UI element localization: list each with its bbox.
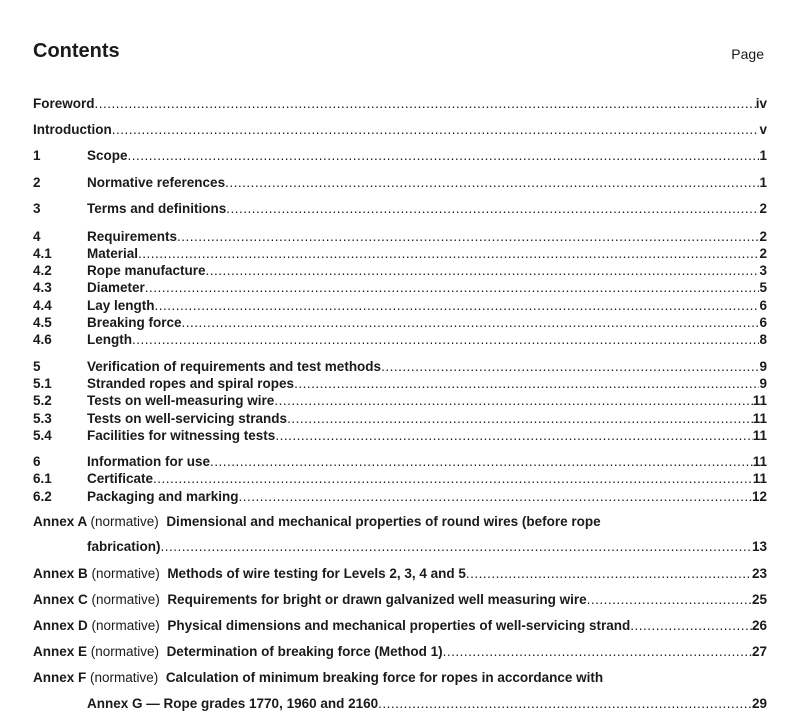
toc-entry-scope[interactable] (33, 147, 767, 164)
annex-type: (normative) (91, 618, 160, 633)
toc-entry-diameter[interactable] (33, 279, 767, 296)
toc-entry-page: 2 (759, 229, 767, 244)
toc-entry-text: Lay length (87, 298, 155, 313)
leader-dots (155, 297, 760, 314)
annex-title: Physical dimensions and mechanical properties of well-servicing strand (167, 618, 631, 633)
annex-label: Annex C (33, 592, 88, 607)
toc-entry-page: 5 (759, 280, 767, 295)
toc-entry-terms[interactable] (33, 200, 767, 217)
annex-label: Annex F (33, 670, 87, 685)
toc-entry-text: Tests on well-servicing strands (87, 411, 288, 426)
annex-title-continuation: fabrication) (87, 539, 161, 554)
toc-entry-text: Certificate (87, 471, 154, 486)
toc-entry-number: 4.1 (33, 246, 52, 261)
annex-label: Annex E (33, 644, 88, 659)
annex-label: Annex B (33, 566, 88, 581)
toc-entry-length[interactable] (33, 331, 767, 348)
toc-annex-c[interactable] (33, 591, 767, 608)
leader-dots (225, 174, 759, 191)
leader-dots (210, 453, 753, 470)
toc-annex-a[interactable] (33, 513, 601, 530)
toc-entry-number: 1 (33, 148, 41, 163)
toc-entry-page: 9 (759, 359, 767, 374)
toc-entry-text: Normative references (87, 175, 226, 190)
toc-entry-page: 29 (751, 696, 767, 711)
toc-entry-normative-references[interactable] (33, 174, 767, 191)
leader-dots (112, 121, 760, 138)
leader-dots (206, 262, 760, 279)
leader-dots (587, 591, 752, 608)
leader-dots (381, 358, 759, 375)
annex-label: Annex D (33, 618, 88, 633)
toc-entry-page: 25 (751, 592, 767, 607)
annex-title: Requirements for bright or drawn galvanized well measuring wire (167, 592, 587, 607)
toc-annex-d[interactable] (33, 617, 767, 634)
toc-entry-page: 12 (751, 489, 767, 504)
toc-entry-page: 9 (759, 376, 767, 391)
annex-type: (normative) (90, 670, 159, 685)
toc-entry-number: 5.3 (33, 411, 52, 426)
toc-annex-a-continuation[interactable] (87, 538, 767, 555)
toc-entry-text: Introduction (33, 122, 112, 137)
leader-dots (466, 565, 752, 582)
toc-entry-text: Material (87, 246, 139, 261)
toc-entry-text: Information for use (87, 454, 211, 469)
toc-entry-stranded-ropes[interactable] (33, 375, 767, 392)
toc-entry-page: v (759, 122, 767, 137)
page-title: Contents (33, 40, 120, 62)
toc-entry-number: 5 (33, 359, 41, 374)
toc-entry-page: 8 (759, 332, 767, 347)
toc-entry-number: 6 (33, 454, 41, 469)
toc-annex-e[interactable] (33, 643, 767, 660)
leader-dots (145, 279, 760, 296)
toc-entry-page: 1 (759, 148, 767, 163)
toc-entry-page: 13 (751, 539, 767, 554)
annex-title: Calculation of minimum breaking force for ropes in accordance with (165, 670, 604, 685)
toc-entry-well-servicing-strands[interactable] (33, 410, 767, 427)
toc-entry-number: 4.3 (33, 280, 52, 295)
toc-entry-number: 4.4 (33, 298, 52, 313)
toc-entry-lay-length[interactable] (33, 297, 767, 314)
toc-entry-number: 4.5 (33, 315, 52, 330)
toc-entry-number: 4 (33, 229, 41, 244)
toc-entry-number: 4.6 (33, 332, 52, 347)
toc-entry-number: 6.1 (33, 471, 52, 486)
toc-entry-rope-manufacture[interactable] (33, 262, 767, 279)
toc-entry-witnessing-tests[interactable] (33, 427, 767, 444)
leader-dots (161, 538, 752, 555)
toc-entry-text: Verification of requirements and test methods (87, 359, 382, 374)
toc-entry-page: 23 (751, 566, 767, 581)
toc-entry-introduction[interactable] (33, 121, 767, 138)
leader-dots (95, 95, 756, 112)
toc-entry-well-measuring-wire[interactable] (33, 392, 767, 409)
leader-dots (226, 200, 759, 217)
leader-dots (177, 228, 759, 245)
toc-annex-f-continuation[interactable] (87, 695, 767, 712)
annex-title-continuation: Annex G — Rope grades 1770, 1960 and 2160 (87, 696, 379, 711)
leader-dots (128, 147, 760, 164)
leader-dots (294, 375, 759, 392)
toc-entry-page: 11 (752, 411, 767, 426)
toc-entry-page: 1 (759, 175, 767, 190)
toc-entry-text: Diameter (87, 280, 145, 295)
toc-entry-page: 2 (759, 201, 767, 216)
leader-dots (132, 331, 759, 348)
toc-entry-text: Terms and definitions (87, 201, 227, 216)
toc-entry-page: 11 (752, 428, 767, 443)
toc-entry-text: Breaking force (87, 315, 182, 330)
toc-entry-text: Tests on well-measuring wire (87, 393, 275, 408)
toc-entry-text: Rope manufacture (87, 263, 206, 278)
toc-entry-number: 4.2 (33, 263, 52, 278)
toc-entry-text: Requirements (87, 229, 178, 244)
toc-entry-page: 6 (759, 298, 767, 313)
leader-dots (275, 427, 752, 444)
toc-entry-text: Length (87, 332, 132, 347)
leader-dots (138, 245, 759, 262)
toc-entry-page: 2 (759, 246, 767, 261)
toc-entry-certificate[interactable] (33, 470, 767, 487)
toc-entry-page: 11 (752, 454, 767, 469)
toc-entry-material[interactable] (33, 245, 767, 262)
annex-type: (normative) (91, 566, 160, 581)
toc-entry-page: 11 (752, 393, 767, 408)
page-column-label: Page (731, 46, 764, 62)
toc-entry-text: Scope (87, 148, 128, 163)
leader-dots (287, 410, 753, 427)
leader-dots (443, 643, 752, 660)
toc-entry-text: Stranded ropes and spiral ropes (87, 376, 295, 391)
annex-title: Methods of wire testing for Levels 2, 3, 4 and 5 (167, 566, 466, 581)
toc-entry-page: 11 (752, 471, 767, 486)
leader-dots (182, 314, 760, 331)
toc-entry-packaging[interactable] (33, 488, 767, 505)
toc-entry-requirements[interactable] (33, 228, 767, 245)
toc-entry-verification[interactable] (33, 358, 767, 375)
leader-dots (274, 392, 752, 409)
annex-label: Annex A (33, 514, 87, 529)
toc-entry-information-for-use[interactable] (33, 453, 767, 470)
leader-dots (378, 695, 752, 712)
toc-entry-foreword[interactable] (33, 95, 767, 112)
toc-entry-number: 5.4 (33, 428, 52, 443)
toc-annex-f[interactable] (33, 669, 603, 686)
annex-title: Dimensional and mechanical properties of round wires (before rope (166, 514, 601, 529)
toc-entry-number: 2 (33, 175, 41, 190)
annex-title: Determination of breaking force (Method 1) (166, 644, 443, 659)
toc-entry-text: Packaging and marking (87, 489, 239, 504)
toc-entry-page: 6 (759, 315, 767, 330)
leader-dots (153, 470, 753, 487)
annex-type: (normative) (90, 514, 159, 529)
toc-entry-number: 5.2 (33, 393, 52, 408)
toc-entry-number: 6.2 (33, 489, 52, 504)
leader-dots (239, 488, 752, 505)
toc-entry-page: 26 (751, 618, 767, 633)
toc-entry-breaking-force[interactable] (33, 314, 767, 331)
toc-entry-page: 27 (751, 644, 767, 659)
toc-entry-text: Facilities for witnessing tests (87, 428, 276, 443)
toc-annex-b[interactable] (33, 565, 767, 582)
toc-entry-page: iv (755, 96, 767, 111)
annex-type: (normative) (90, 644, 160, 659)
toc-entry-number: 5.1 (33, 376, 52, 391)
leader-dots (630, 617, 752, 634)
toc-entry-number: 3 (33, 201, 41, 216)
toc-entry-text: Foreword (33, 96, 95, 111)
toc-entry-page: 3 (759, 263, 767, 278)
annex-type: (normative) (91, 592, 160, 607)
